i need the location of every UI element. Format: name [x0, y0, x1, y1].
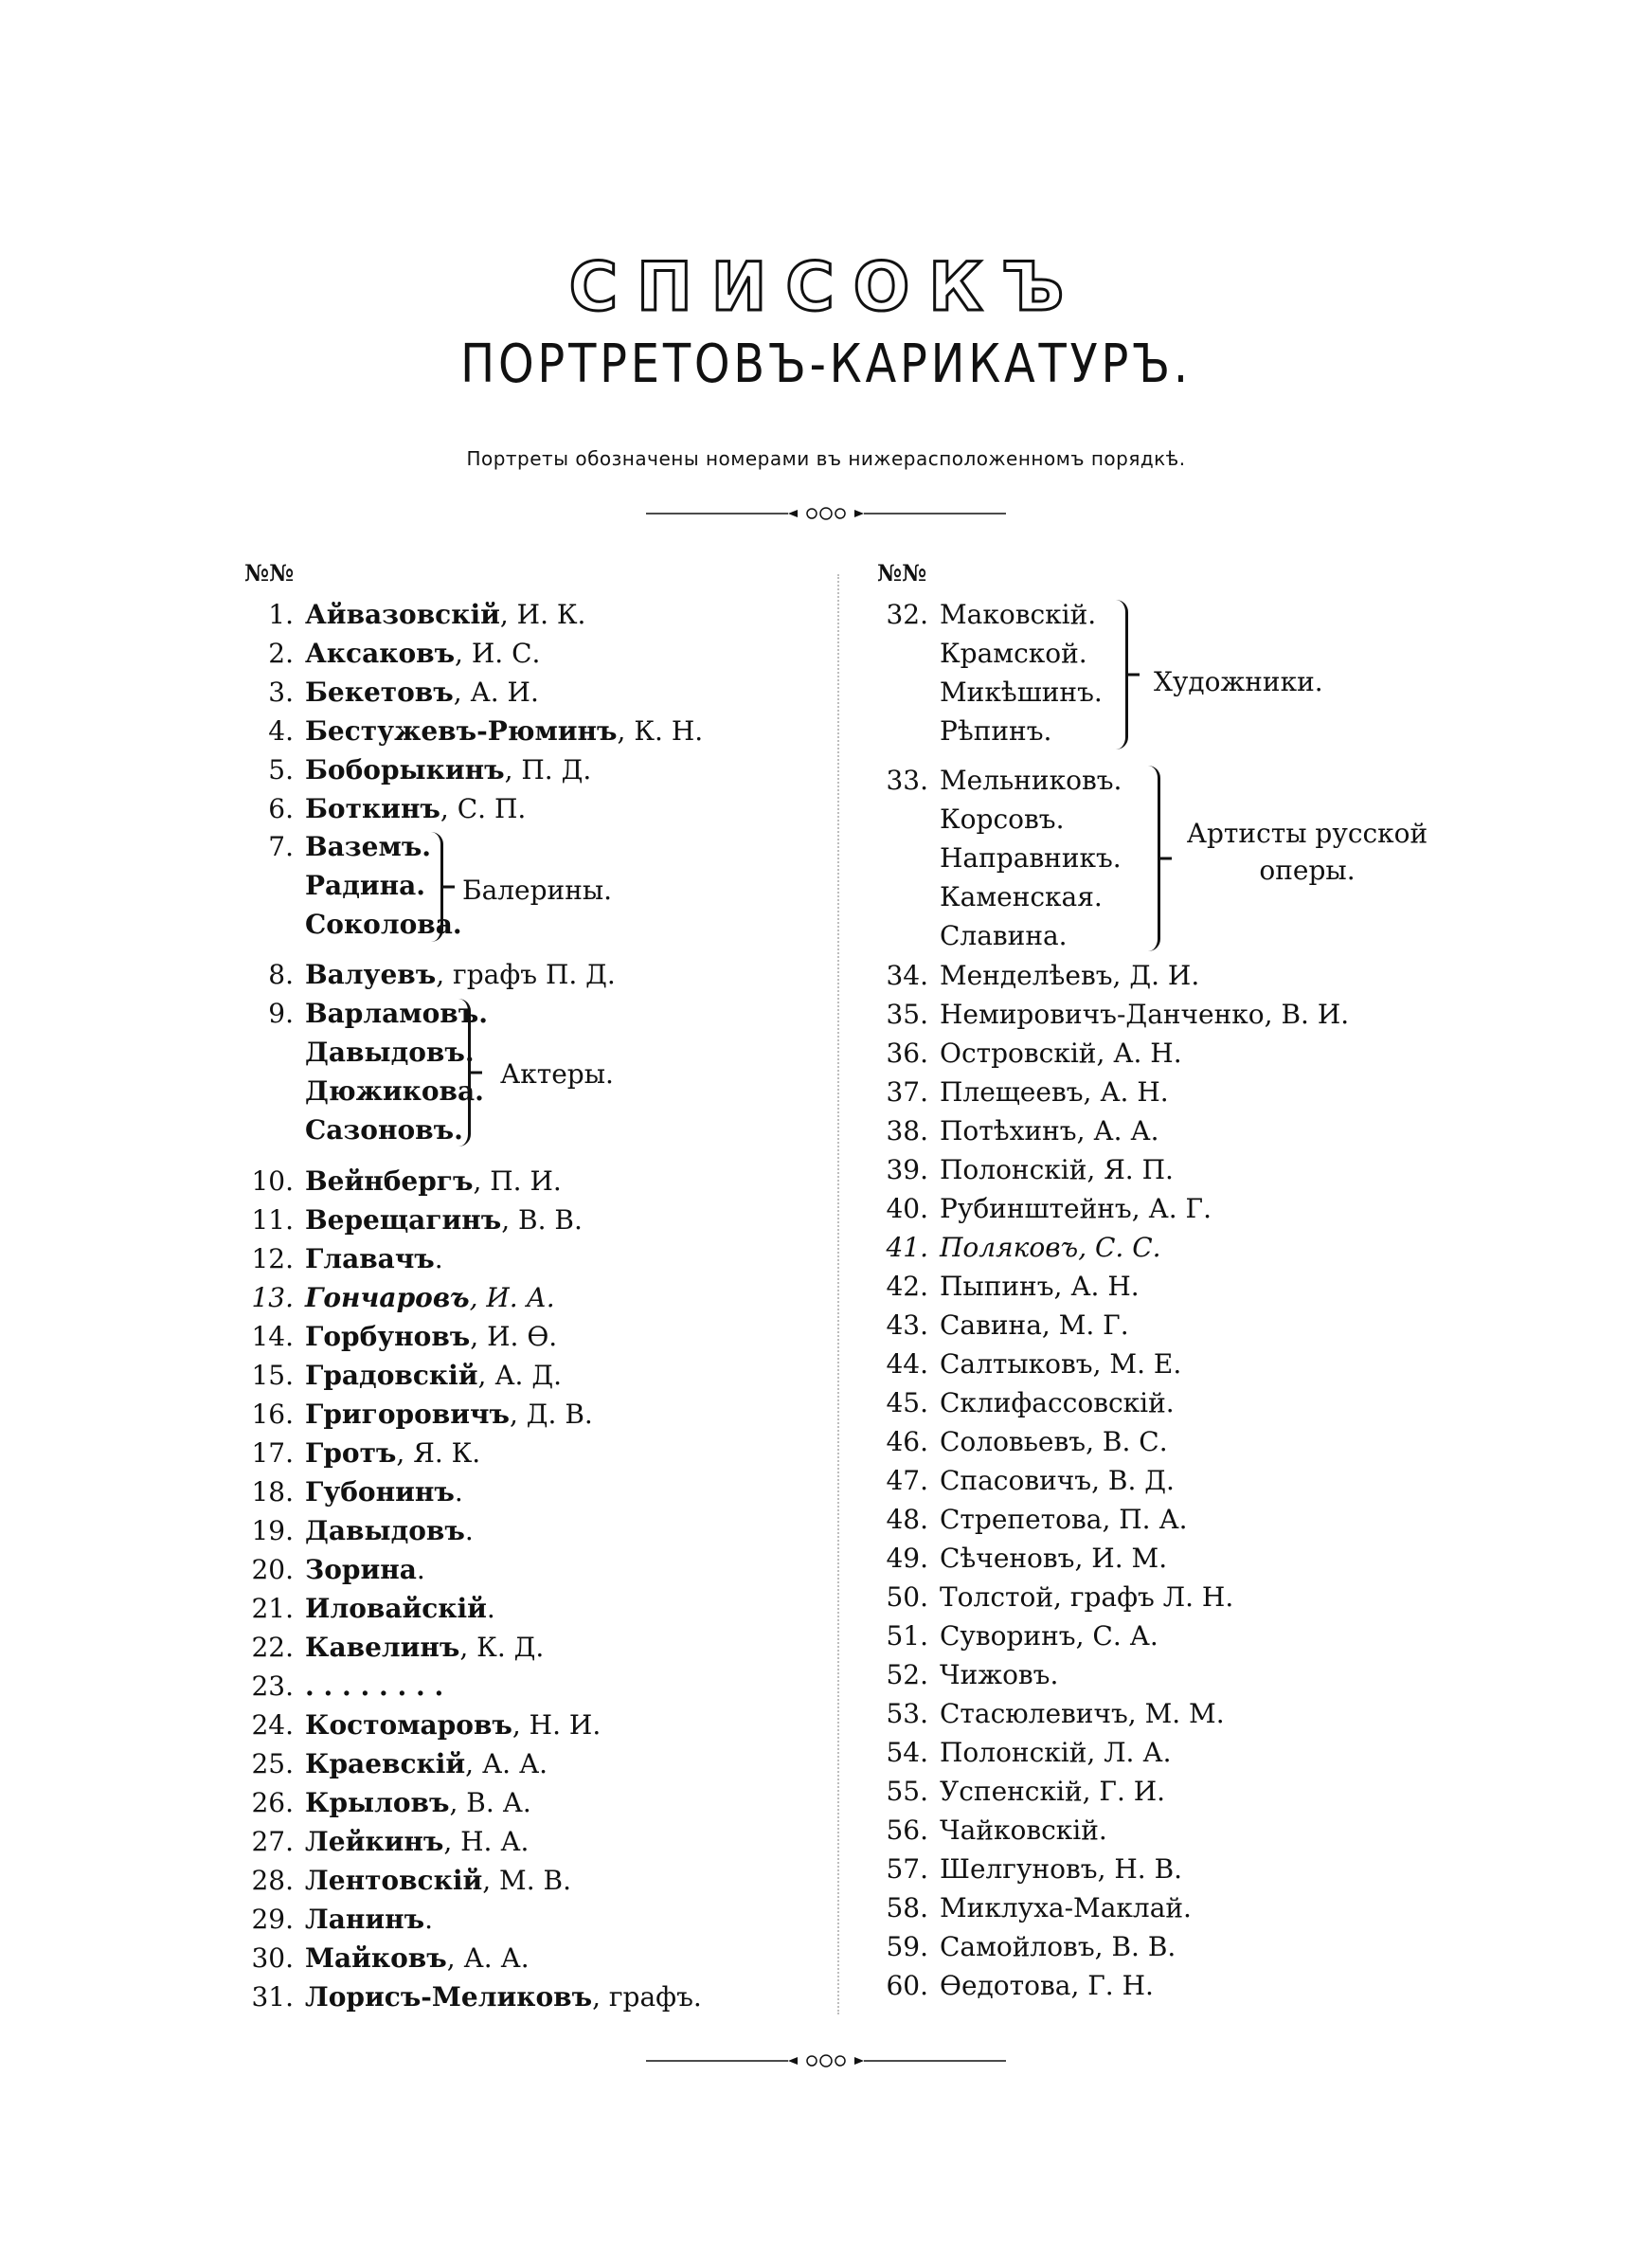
- list-entry: [870, 1776, 1166, 1807]
- left-column-heading: №№: [244, 559, 295, 587]
- list-entry: [235, 1942, 530, 1974]
- group-entry-7: [235, 831, 305, 862]
- entry-initials: , М. М.: [1127, 1698, 1225, 1729]
- entry-number: 40.: [886, 1193, 928, 1224]
- list-entry: [235, 1437, 481, 1469]
- entry-initials: .: [416, 1554, 425, 1585]
- entry-initials: , А. А.: [465, 1748, 548, 1779]
- entry-number: 4.: [268, 715, 294, 747]
- entry-initials: , И. А.: [469, 1282, 555, 1313]
- entry-name: Ѳедотова: [940, 1970, 1071, 2001]
- entry-initials: , А. Д.: [477, 1360, 563, 1391]
- list-entry: [235, 1554, 425, 1585]
- entry-number: 36.: [886, 1038, 928, 1069]
- entry-name: Главачъ: [305, 1243, 435, 1274]
- entry-number: 24.: [251, 1709, 294, 1741]
- entry-initials: , С. П.: [440, 793, 527, 824]
- entry-number: 23.: [251, 1670, 294, 1702]
- entry-initials: , Д. И.: [1112, 960, 1200, 991]
- entry-initials: , Я. К.: [396, 1437, 481, 1469]
- column-divider: [837, 574, 839, 2014]
- entry-initials: .: [434, 1243, 443, 1274]
- entry-name: Кавелинъ: [305, 1632, 460, 1663]
- entry-initials: , М. Е.: [1092, 1348, 1182, 1380]
- entry-initials: , графъ Л. Н.: [1053, 1581, 1234, 1613]
- group-member: Корсовъ.: [940, 803, 1065, 835]
- entry-initials: , М. Г.: [1041, 1309, 1129, 1341]
- page-note: Портреты обозначены номерами въ нижерасположенномъ порядкѣ.: [466, 447, 1186, 470]
- group-brace: [458, 999, 471, 1147]
- list-entry: [870, 1232, 1161, 1263]
- group-entry-9: [235, 998, 305, 1029]
- entry-number: 7.: [268, 831, 294, 862]
- ornament-divider-top: [0, 504, 1652, 527]
- list-entry: [870, 1154, 1174, 1185]
- entry-name: Пыпинъ: [940, 1271, 1054, 1302]
- list-entry: [870, 1040, 1182, 1067]
- group-member: Мельниковъ.: [940, 765, 1122, 796]
- entry-number: 56.: [886, 1815, 928, 1846]
- entry-number: 45.: [886, 1387, 928, 1418]
- group-member: Дюжикова.: [305, 1075, 484, 1107]
- list-entry: [870, 1853, 1183, 1885]
- entry-initials: , М. В.: [482, 1865, 571, 1896]
- right-column-heading: №№: [877, 559, 927, 587]
- group-member: Рѣпинъ.: [940, 715, 1052, 747]
- list-entry: [235, 1321, 558, 1352]
- list-entry: [235, 1709, 602, 1741]
- entry-number: 11.: [251, 1204, 294, 1236]
- entry-initials: , Д. В.: [509, 1399, 593, 1430]
- entry-name: Ланинъ: [305, 1904, 425, 1935]
- page-title: СПИСОКЪ: [568, 248, 1084, 326]
- entry-initials: .: [1098, 1815, 1107, 1846]
- list-entry: [870, 1620, 1158, 1652]
- entry-number: 26.: [251, 1787, 294, 1818]
- entry-initials: , А. Н.: [1053, 1271, 1140, 1302]
- entry-number: 50.: [886, 1581, 928, 1613]
- entry-name: Боборыкинъ: [305, 754, 505, 785]
- entry-name: Полонскій: [940, 1737, 1087, 1768]
- entry-number: 46.: [886, 1426, 928, 1457]
- entry-name: Григоровичъ: [305, 1399, 510, 1430]
- entry-number: 41.: [886, 1232, 928, 1263]
- group-label-artisty-opery: Артисты русской оперы.: [1186, 818, 1428, 887]
- entry-initials: , И. К.: [499, 599, 586, 630]
- group-member: Славина.: [940, 920, 1068, 951]
- group-brace: [1148, 766, 1160, 951]
- entry-initials: , А. Н.: [1096, 1038, 1182, 1069]
- entry-name: Спасовичъ: [940, 1465, 1092, 1496]
- entry-initials: , А. Г.: [1131, 1193, 1212, 1224]
- entry-initials: , Я. П.: [1086, 1154, 1174, 1185]
- list-entry: [870, 999, 1350, 1030]
- entry-name: Зорина: [305, 1554, 417, 1585]
- entry-initials: , И. С.: [455, 638, 541, 669]
- entry-number: 22.: [251, 1632, 294, 1663]
- entry-name: Плещеевъ: [940, 1076, 1084, 1108]
- entry-number: 60.: [886, 1970, 928, 2001]
- group-brace: [1116, 600, 1128, 749]
- entry-number: 5.: [268, 754, 294, 785]
- entry-name: Чижовъ: [940, 1659, 1050, 1690]
- group-entry-32: [870, 599, 940, 630]
- entry-initials: , П. И.: [473, 1165, 562, 1197]
- list-entry: [235, 1865, 571, 1896]
- entry-initials: , П. Д.: [504, 754, 592, 785]
- list-entry: [870, 1076, 1169, 1108]
- list-entry: [870, 1892, 1192, 1923]
- entry-number: 59.: [886, 1931, 928, 1962]
- list-entry: [235, 1282, 555, 1313]
- entry-initials: , графъ П. Д.: [436, 959, 616, 990]
- entry-number: 1.: [268, 599, 294, 630]
- entry-name: Краевскій: [305, 1748, 466, 1779]
- entry-name: . . . . . . . .: [305, 1670, 444, 1702]
- entry-number: 32.: [886, 599, 928, 630]
- entry-name: Толстой: [940, 1581, 1054, 1613]
- entry-name: Склифассовскій: [940, 1387, 1166, 1418]
- entry-number: 27.: [251, 1826, 294, 1857]
- entry-number: 15.: [251, 1360, 294, 1391]
- entry-name: Савина: [940, 1309, 1042, 1341]
- list-entry: [235, 1204, 583, 1236]
- entry-number: 29.: [251, 1904, 294, 1935]
- list-entry: [870, 960, 1200, 991]
- entry-initials: , А. А.: [446, 1942, 530, 1974]
- list-entry: [235, 793, 527, 824]
- entry-name: Крыловъ: [305, 1787, 450, 1818]
- list-entry: [235, 1165, 562, 1197]
- entry-number: 43.: [886, 1309, 928, 1341]
- list-entry: [235, 1981, 702, 2013]
- list-entry: [870, 1698, 1225, 1729]
- entry-number: 16.: [251, 1399, 294, 1430]
- entry-number: 35.: [886, 999, 928, 1030]
- list-entry: [870, 1115, 1159, 1147]
- entry-initials: .: [1165, 1387, 1175, 1418]
- entry-initials: , С. А.: [1075, 1620, 1158, 1652]
- group-member: Давыдовъ.: [305, 1037, 475, 1068]
- list-entry: [235, 1401, 593, 1428]
- entry-initials: , Г. И.: [1082, 1776, 1166, 1807]
- list-entry: [235, 1634, 544, 1661]
- entry-name: Бестужевъ-Рюминъ: [305, 715, 618, 747]
- entry-number: 28.: [251, 1865, 294, 1896]
- entry-initials: , В. С.: [1086, 1426, 1168, 1457]
- entry-number: 6.: [268, 793, 294, 824]
- entry-name: Потѣхинъ: [940, 1115, 1077, 1147]
- group-member: Каменская.: [940, 881, 1103, 912]
- entry-name: Иловайскій: [305, 1593, 487, 1624]
- group-brace: [431, 832, 443, 942]
- list-entry: [235, 1906, 433, 1933]
- entry-initials: , Н. В.: [1097, 1853, 1183, 1885]
- list-entry: [870, 1931, 1176, 1962]
- entry-initials: , А. И.: [453, 677, 539, 708]
- entry-initials: , графъ.: [592, 1981, 702, 2013]
- entry-name: Лорисъ-Меликовъ: [305, 1981, 593, 2013]
- entry-name: Градовскій: [305, 1360, 478, 1391]
- group-entry-33: [870, 767, 940, 794]
- group-member: Крамской.: [940, 638, 1087, 669]
- entry-name: Суворинъ: [940, 1620, 1076, 1652]
- list-entry: [870, 1193, 1212, 1224]
- entry-initials: , И. М.: [1074, 1543, 1168, 1574]
- entry-name: Самойловъ: [940, 1931, 1095, 1962]
- entry-number: 9.: [268, 998, 294, 1029]
- entry-name: Валуевъ: [305, 959, 437, 990]
- entry-number: 30.: [251, 1942, 294, 1974]
- entry-number: 10.: [251, 1165, 294, 1197]
- group-label-aktery: Актеры.: [500, 1058, 614, 1090]
- entry-name: Гротъ: [305, 1437, 397, 1469]
- entry-number: 48.: [886, 1504, 928, 1535]
- list-entry: [870, 1737, 1172, 1768]
- list-entry: [235, 1360, 563, 1391]
- entry-number: 2.: [268, 638, 294, 669]
- entry-number: 20.: [251, 1554, 294, 1585]
- entry-number: 25.: [251, 1748, 294, 1779]
- entry-name: Губонинъ: [305, 1476, 455, 1508]
- list-entry: [235, 1748, 548, 1779]
- entry-initials: , И. Ѳ.: [470, 1321, 558, 1352]
- entry-name: Боткинъ: [305, 793, 440, 824]
- entry-name: Горбуновъ: [305, 1321, 471, 1352]
- entry-initials: , А. А.: [1076, 1115, 1159, 1147]
- entry-initials: .: [464, 1515, 474, 1546]
- group-member: Маковскій.: [940, 599, 1097, 630]
- entry-name: Немировичъ-Данченко: [940, 999, 1265, 1030]
- list-entry: [870, 1817, 1107, 1844]
- entry-name: Полонскій: [940, 1154, 1087, 1185]
- list-entry: [235, 1243, 443, 1274]
- entry-name: Менделѣевъ: [940, 960, 1113, 991]
- entry-name: Айвазовскій: [305, 599, 500, 630]
- list-entry: [235, 754, 592, 785]
- list-entry: [235, 1670, 444, 1702]
- list-entry: [235, 1593, 495, 1624]
- page-subtitle: ПОРТРЕТОВЪ-КАРИКАТУРЪ.: [460, 334, 1192, 395]
- entry-initials: .: [424, 1904, 434, 1935]
- entry-name: Костомаровъ: [305, 1709, 512, 1741]
- entry-initials: , К. Н.: [617, 715, 704, 747]
- list-entry: [870, 1348, 1182, 1380]
- list-entry: [870, 1309, 1129, 1341]
- group-member: Направникъ.: [940, 842, 1122, 874]
- group-member: Сазоновъ.: [305, 1114, 463, 1146]
- entry-name: Лентовскій: [305, 1865, 483, 1896]
- entry-name: Давыдовъ: [305, 1515, 465, 1546]
- list-entry: [870, 1504, 1188, 1535]
- entry-initials: , Н. А.: [443, 1826, 530, 1857]
- list-entry: [235, 1826, 530, 1857]
- entry-initials: , В. В.: [1094, 1931, 1176, 1962]
- entry-name: Рубинштейнъ: [940, 1193, 1132, 1224]
- entry-number: 17.: [251, 1437, 294, 1469]
- entry-number: 51.: [886, 1620, 928, 1652]
- entry-name: Бекетовъ: [305, 677, 454, 708]
- list-entry: [235, 1476, 463, 1508]
- entry-name: Стрепетова: [940, 1504, 1103, 1535]
- entry-initials: .: [454, 1476, 463, 1508]
- entry-number: 34.: [886, 960, 928, 991]
- list-entry: [235, 679, 539, 706]
- entry-number: 55.: [886, 1776, 928, 1807]
- list-entry: [235, 599, 586, 630]
- entry-name: Успенскій: [940, 1776, 1083, 1807]
- group-label-balleriny: Балерины.: [462, 875, 613, 906]
- entry-name: Салтыковъ: [940, 1348, 1093, 1380]
- entry-number: 19.: [251, 1515, 294, 1546]
- group-member: Соколова.: [305, 909, 462, 940]
- entry-initials: , В. А.: [449, 1787, 531, 1818]
- entry-number: 42.: [886, 1271, 928, 1302]
- entry-number: 3.: [268, 677, 294, 708]
- list-entry: [235, 959, 616, 990]
- list-entry: [870, 1581, 1234, 1613]
- entry-number: 44.: [886, 1348, 928, 1380]
- entry-initials: , Л. А.: [1086, 1737, 1172, 1768]
- list-entry: [870, 1273, 1140, 1300]
- entry-initials: , В. Д.: [1091, 1465, 1175, 1496]
- entry-number: 53.: [886, 1698, 928, 1729]
- list-entry: [235, 1787, 531, 1818]
- entry-initials: .: [1183, 1892, 1192, 1923]
- list-entry: [235, 1515, 474, 1546]
- group-label-khudozhniki: Художники.: [1154, 666, 1323, 697]
- entry-number: 39.: [886, 1154, 928, 1185]
- entry-name: Соловьевъ: [940, 1426, 1086, 1457]
- entry-number: 8.: [268, 959, 294, 990]
- entry-name: Вейнбергъ: [305, 1165, 474, 1197]
- entry-initials: , В. В.: [501, 1204, 583, 1236]
- entry-initials: , П. А.: [1102, 1504, 1188, 1535]
- list-entry: [870, 1545, 1167, 1572]
- entry-initials: .: [1050, 1659, 1059, 1690]
- entry-number: 52.: [886, 1659, 928, 1690]
- entry-name: Майковъ: [305, 1942, 447, 1974]
- entry-initials: , Г. Н.: [1070, 1970, 1154, 2001]
- entry-number: 13.: [251, 1282, 294, 1313]
- entry-initials: , В. И.: [1264, 999, 1350, 1030]
- entry-initials: , Н. И.: [512, 1709, 602, 1741]
- entry-number: 21.: [251, 1593, 294, 1624]
- entry-number: 37.: [886, 1076, 928, 1108]
- group-member: Микѣшинъ.: [940, 677, 1103, 708]
- entry-number: 14.: [251, 1321, 294, 1352]
- entry-name: Аксаковъ: [305, 638, 456, 669]
- list-entry: [870, 1465, 1175, 1496]
- list-entry: [870, 1970, 1154, 2001]
- entry-name: Лейкинъ: [305, 1826, 444, 1857]
- entry-name: Верещагинъ: [305, 1204, 502, 1236]
- group-member: Радина.: [305, 870, 426, 901]
- entry-number: 54.: [886, 1737, 928, 1768]
- entry-name: Миклуха-Маклай: [940, 1892, 1184, 1923]
- entry-name: Поляковъ: [940, 1232, 1079, 1263]
- entry-number: 18.: [251, 1476, 294, 1508]
- ornament-divider-bottom: [0, 2051, 1652, 2074]
- entry-number: 38.: [886, 1115, 928, 1147]
- list-entry: [235, 638, 541, 669]
- list-entry: [870, 1426, 1168, 1457]
- entry-number: 12.: [251, 1243, 294, 1274]
- entry-name: Островскій: [940, 1038, 1097, 1069]
- entry-number: 31.: [251, 1981, 294, 2013]
- entry-name: Стасюлевичъ: [940, 1698, 1128, 1729]
- entry-number: 49.: [886, 1543, 928, 1574]
- group-member: Варламовъ.: [305, 998, 488, 1029]
- entry-initials: , К. Д.: [459, 1632, 545, 1663]
- entry-number: 47.: [886, 1465, 928, 1496]
- entry-initials: , С. С.: [1078, 1232, 1161, 1263]
- entry-number: 58.: [886, 1892, 928, 1923]
- list-entry: [870, 1387, 1175, 1418]
- entry-number: 33.: [886, 765, 928, 796]
- entry-initials: , А. Н.: [1083, 1076, 1169, 1108]
- entry-number: 57.: [886, 1853, 928, 1885]
- entry-name: Чайковскій: [940, 1815, 1099, 1846]
- group-member: Ваземъ.: [305, 831, 432, 862]
- list-entry: [235, 715, 704, 747]
- entry-name: Сѣченовъ: [940, 1543, 1075, 1574]
- entry-name: Шелгуновъ: [940, 1853, 1098, 1885]
- entry-initials: .: [486, 1593, 495, 1624]
- entry-name: Гончаровъ: [305, 1282, 470, 1313]
- list-entry: [870, 1659, 1059, 1690]
